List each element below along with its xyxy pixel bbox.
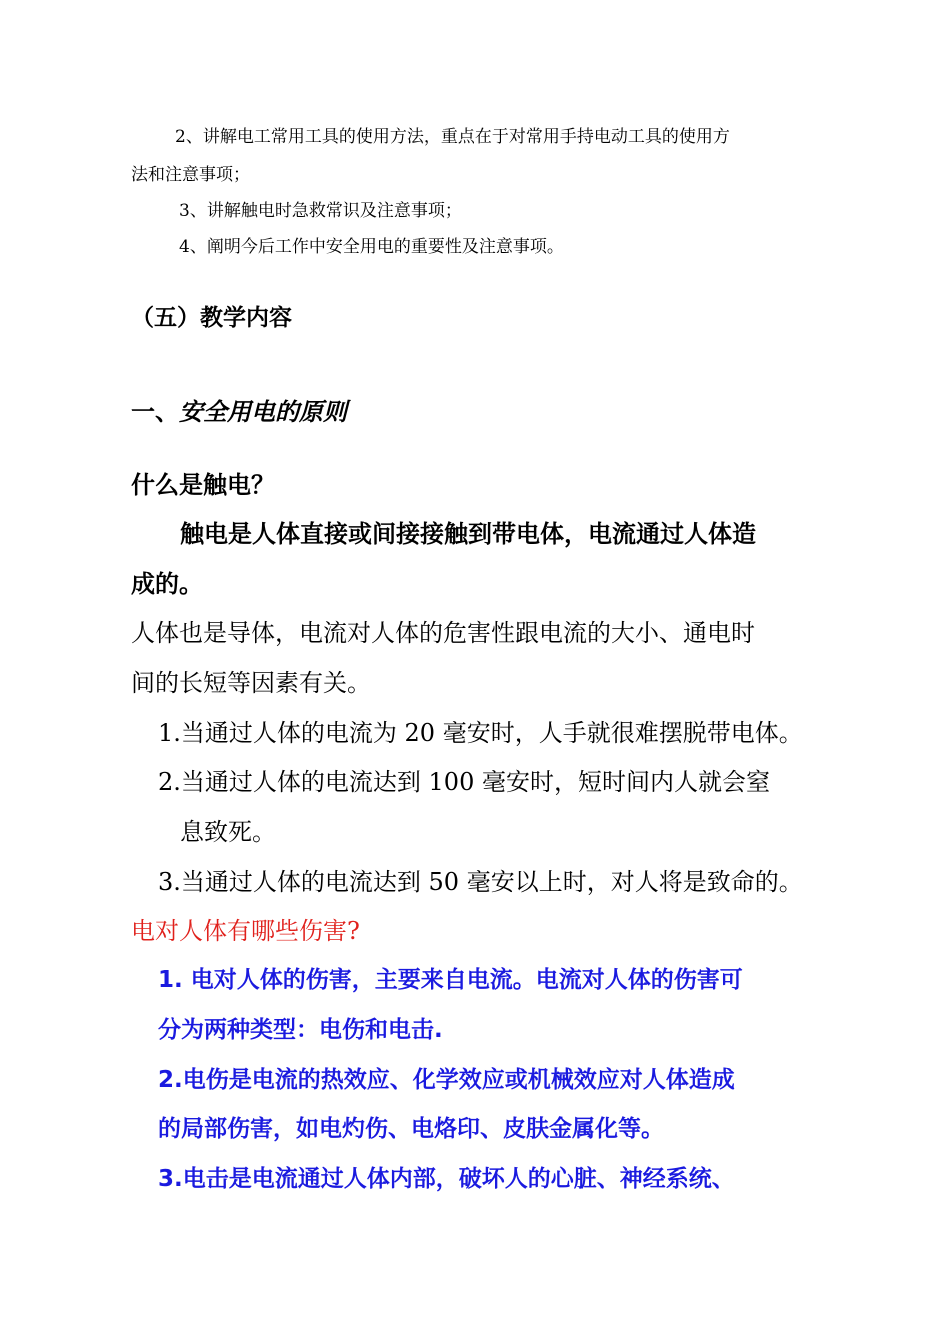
shock-definition-line-1: 触电是人体直接或间接接触到带电体，电流通过人体造 (180, 520, 756, 548)
harm-item-1-line-1: 1. 电对人体的伤害，主要来自电流。电流对人体的伤害可 (158, 967, 743, 993)
chapter-number: 一、 (131, 398, 179, 426)
harm-question: 电对人体有哪些伤害? (131, 917, 360, 945)
harm-item-1-line-2: 分为两种类型：电伤和电击. (158, 1017, 443, 1043)
section-title: （五）教学内容 (131, 305, 292, 331)
current-point-3: 3.当通过人体的电流达到 50 毫安以上时，对人将是致命的。 (158, 868, 803, 896)
harm-item-3-line-1: 3.电击是电流通过人体内部，破坏人的心脏、神经系统、 (158, 1166, 735, 1192)
shock-question: 什么是触电？ (131, 471, 275, 499)
harm-item-2-line-1: 2.电伤是电流的热效应、化学效应或机械效应对人体造成 (158, 1067, 735, 1093)
current-point-2-line-1: 2.当通过人体的电流达到 100 毫安时，短时间内人就会窒 (158, 768, 770, 796)
conductor-line-2: 间的长短等因素有关。 (131, 669, 371, 697)
current-point-1: 1.当通过人体的电流为 20 毫安时，人手就很难摆脱带电体。 (158, 719, 803, 747)
objective-item-3: 3、讲解触电时急救常识及注意事项； (179, 201, 462, 221)
conductor-line-1: 人体也是导体，电流对人体的危害性跟电流的大小、通电时 (131, 619, 755, 647)
chapter-title: 安全用电的原则 (179, 398, 347, 426)
objective-item-2-line-2: 法和注意事项； (131, 165, 250, 185)
objective-item-4: 4、阐明今后工作中安全用电的重要性及注意事项。 (179, 237, 564, 257)
objective-item-2-line-1: 2、讲解电工常用工具的使用方法，重点在于对常用手持电动工具的使用方 (175, 127, 730, 147)
current-point-2-line-2: 息致死。 (180, 818, 276, 846)
harm-item-2-line-2: 的局部伤害，如电灼伤、电烙印、皮肤金属化等。 (158, 1116, 664, 1142)
chapter-heading (131, 400, 347, 424)
shock-definition-line-2: 成的。 (131, 570, 203, 598)
